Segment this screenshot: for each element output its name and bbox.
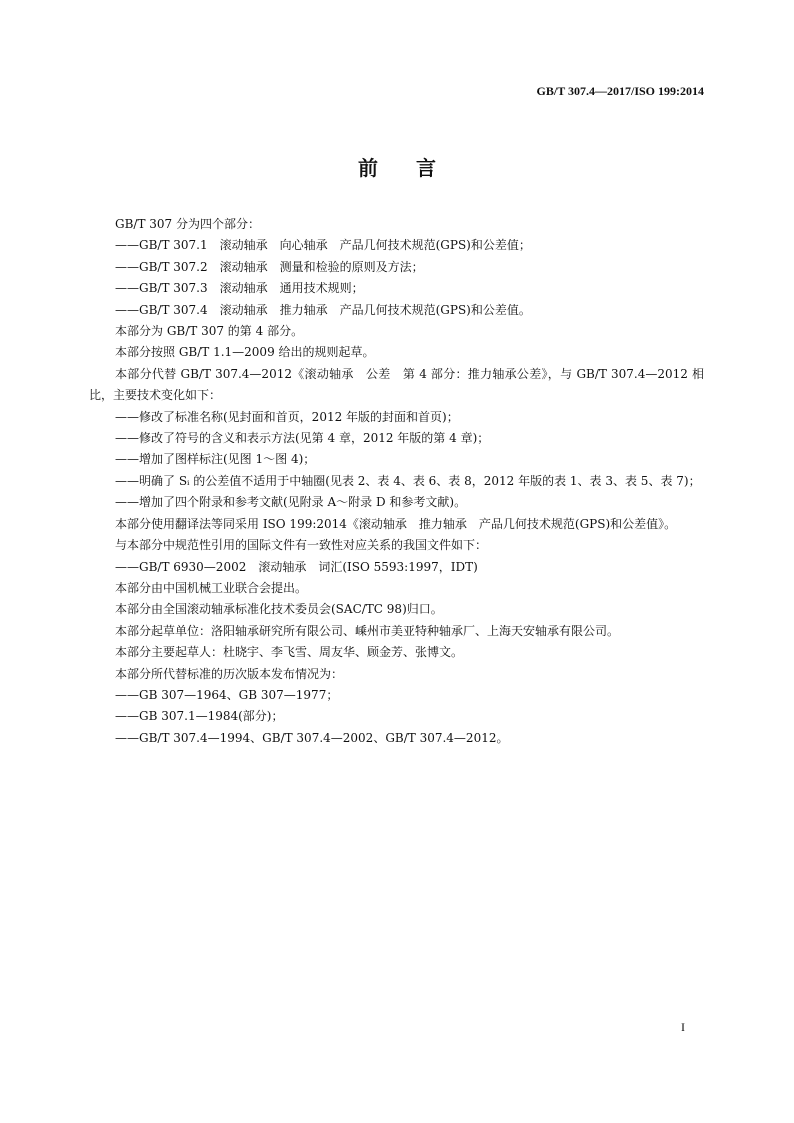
- list-item-part1: ——GB/T 307.1 滚动轴承 向心轴承 产品几何技术规范(GPS)和公差值；: [115, 238, 531, 253]
- list-item-change5: ——增加了四个附录和参考文献(见附录 A～附录 D 和参考文献)。: [115, 495, 467, 510]
- paragraph-drafters: 本部分主要起草人：杜晓宇、李飞雪、周友华、顾金芳、张博文。: [115, 645, 464, 660]
- paragraph-history-intro: 本部分所代替标准的历次版本发布情况为：: [115, 666, 344, 681]
- paragraph-drafting-units: 本部分起草单位：洛阳轴承研究所有限公司、嵊州市美亚特种轴承厂、上海天安轴承有限公司。: [115, 623, 620, 638]
- list-item-part2: ——GB/T 307.2 滚动轴承 测量和检验的原则及方法；: [115, 259, 424, 274]
- paragraph-normative-refs: 与本部分中规范性引用的国际文件有一致性对应关系的我国文件如下：: [115, 538, 488, 553]
- standard-code-header: GB/T 307.4—2017/ISO 199:2014: [536, 84, 704, 98]
- paragraph-proposed-by: 本部分由中国机械工业联合会提出。: [115, 580, 308, 595]
- paragraph-this-part: 本部分为 GB/T 307 的第 4 部分。: [115, 324, 304, 339]
- list-item-change4: ——明确了 Sᵢ 的公差值不适用于中轴圈(见表 2、表 4、表 6、表 8，2012 年版的表 1、表 3、表 5、表 7)；: [115, 473, 701, 488]
- list-item-change1: ——修改了标准名称(见封面和首页，2012 年版的封面和首页)；: [115, 409, 459, 424]
- page-title: 前言: [358, 156, 474, 180]
- page-number: I: [681, 1020, 685, 1034]
- list-item-change2: ——修改了符号的含义和表示方法(见第 4 章，2012 年版的第 4 章)；: [115, 431, 490, 446]
- list-item-part4: ——GB/T 307.4 滚动轴承 推力轴承 产品几何技术规范(GPS)和公差值。: [115, 302, 531, 317]
- paragraph-parts-intro: GB/T 307 分为四个部分：: [115, 217, 260, 231]
- paragraph-replaces: 本部分代替 GB/T 307.4—2012《滚动轴承 公差 第 4 部分：推力轴承公差》，与 GB/T 307.4—2012 相比，主要技术变化如下：: [89, 366, 704, 403]
- list-item-change3: ——增加了图样标注(见图 1～图 4)；: [115, 452, 316, 467]
- list-item-part3: ——GB/T 307.3 滚动轴承 通用技术规则；: [115, 281, 364, 296]
- list-item-history2: ——GB 307.1—1984(部分)；: [115, 709, 284, 724]
- list-item-history3: ——GB/T 307.4—1994、GB/T 307.4—2002、GB/T 307.4—2012。: [115, 730, 509, 745]
- list-item-history1: ——GB 307—1964、GB 307—1977；: [115, 687, 339, 702]
- foreword-body: [89, 214, 704, 749]
- list-item-ref1: ——GB/T 6930—2002 滚动轴承 词汇(ISO 5593:1997，IDT): [115, 559, 478, 574]
- paragraph-managed-by: 本部分由全国滚动轴承标准化技术委员会(SAC/TC 98)归口。: [115, 602, 443, 617]
- paragraph-drafting-rules: 本部分按照 GB/T 1.1—2009 给出的规则起草。: [115, 345, 375, 360]
- paragraph-iso-adoption: 本部分使用翻译法等同采用 ISO 199:2014《滚动轴承 推力轴承 产品几何技术规范(GPS)和公差值》。: [115, 516, 677, 531]
